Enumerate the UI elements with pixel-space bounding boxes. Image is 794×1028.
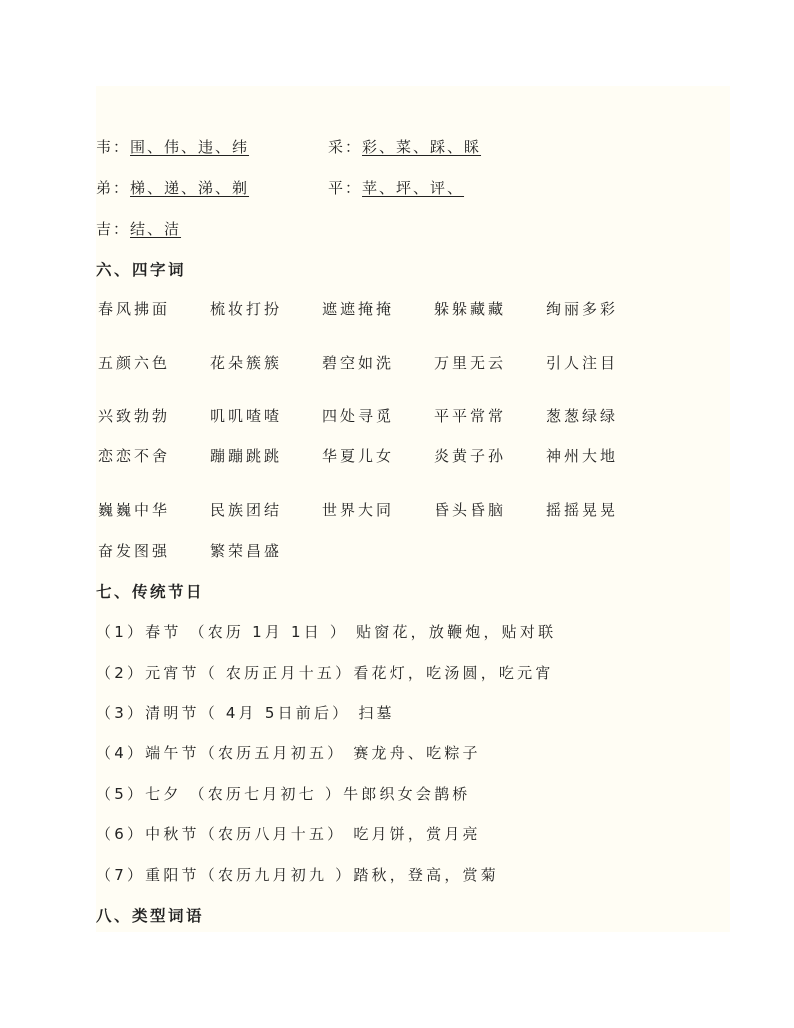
festival-item: （2）元宵节（ 农历正月十五）看花灯，吃汤圆，吃元宵 bbox=[96, 664, 554, 682]
four-char-word: 奋发图强 bbox=[98, 542, 171, 560]
four-char-word: 恋恋不舍 bbox=[98, 447, 171, 465]
four-char-word: 叽叽喳喳 bbox=[210, 407, 283, 425]
four-char-word: 炎黄子孙 bbox=[434, 447, 507, 465]
related-chars: 苹、坪、评、 bbox=[362, 179, 465, 197]
four-char-word: 碧空如洗 bbox=[322, 354, 395, 372]
four-char-word: 蹦蹦跳跳 bbox=[210, 447, 283, 465]
section-title: 七、传统节日 bbox=[96, 583, 205, 601]
festival-item: （7）重阳节（农历九月初九 ）踏秋，登高，赏菊 bbox=[96, 866, 499, 884]
word-row bbox=[96, 540, 730, 560]
char-group-row bbox=[96, 136, 482, 157]
word-row bbox=[96, 499, 730, 519]
radical-label: 采： bbox=[328, 138, 363, 156]
radical-label: 韦： bbox=[96, 138, 131, 156]
four-char-word: 万里无云 bbox=[434, 354, 507, 372]
four-char-word: 春风拂面 bbox=[98, 300, 171, 318]
four-char-word: 昏头昏脑 bbox=[434, 501, 507, 519]
word-row bbox=[96, 352, 730, 372]
four-char-word: 葱葱绿绿 bbox=[546, 407, 619, 425]
radical-label: 平： bbox=[328, 179, 363, 197]
radical-label: 吉： bbox=[96, 220, 131, 238]
related-chars: 梯、递、涕、剃 bbox=[130, 179, 250, 197]
four-char-word: 绚丽多彩 bbox=[546, 300, 619, 318]
four-char-word: 民族团结 bbox=[210, 501, 283, 519]
four-char-word: 神州大地 bbox=[546, 447, 619, 465]
four-char-word: 梳妆打扮 bbox=[210, 300, 283, 318]
section-title: 八、类型词语 bbox=[96, 907, 205, 925]
related-chars: 彩、菜、踩、睬 bbox=[362, 138, 482, 156]
char-group-row bbox=[96, 177, 465, 198]
four-char-word: 引人注目 bbox=[546, 354, 619, 372]
four-char-word: 摇摇晃晃 bbox=[546, 501, 619, 519]
word-row bbox=[96, 445, 730, 465]
four-char-word: 繁荣昌盛 bbox=[210, 542, 283, 560]
word-row bbox=[96, 405, 730, 425]
four-char-word: 四处寻觅 bbox=[322, 407, 395, 425]
four-char-word: 遮遮掩掩 bbox=[322, 300, 395, 318]
document-page bbox=[96, 86, 730, 932]
four-char-word: 巍巍中华 bbox=[98, 501, 171, 519]
related-chars: 结、洁 bbox=[130, 220, 182, 238]
four-char-word: 五颜六色 bbox=[98, 354, 171, 372]
four-char-word: 躲躲藏藏 bbox=[434, 300, 507, 318]
four-char-word: 花朵簇簇 bbox=[210, 354, 283, 372]
festival-item: （3）清明节（ 4月 5日前后） 扫墓 bbox=[96, 704, 395, 722]
word-row bbox=[96, 298, 730, 318]
four-char-word: 平平常常 bbox=[434, 407, 507, 425]
festival-item: （5）七夕 （农历七月初七 ）牛郎织女会鹊桥 bbox=[96, 785, 471, 803]
festival-item: （4）端午节（农历五月初五） 赛龙舟、吃粽子 bbox=[96, 744, 481, 762]
radical-label: 弟： bbox=[96, 179, 131, 197]
section-title: 六、四字词 bbox=[96, 261, 187, 279]
char-group-row bbox=[96, 218, 187, 239]
four-char-word: 华夏儿女 bbox=[322, 447, 395, 465]
four-char-word: 兴致勃勃 bbox=[98, 407, 171, 425]
festival-item: （6）中秋节（农历八月十五） 吃月饼，赏月亮 bbox=[96, 825, 481, 843]
festival-item: （1）春节 （农历 1月 1日 ） 贴窗花，放鞭炮，贴对联 bbox=[96, 623, 557, 641]
four-char-word: 世界大同 bbox=[322, 501, 395, 519]
related-chars: 围、伟、违、纬 bbox=[130, 138, 250, 156]
